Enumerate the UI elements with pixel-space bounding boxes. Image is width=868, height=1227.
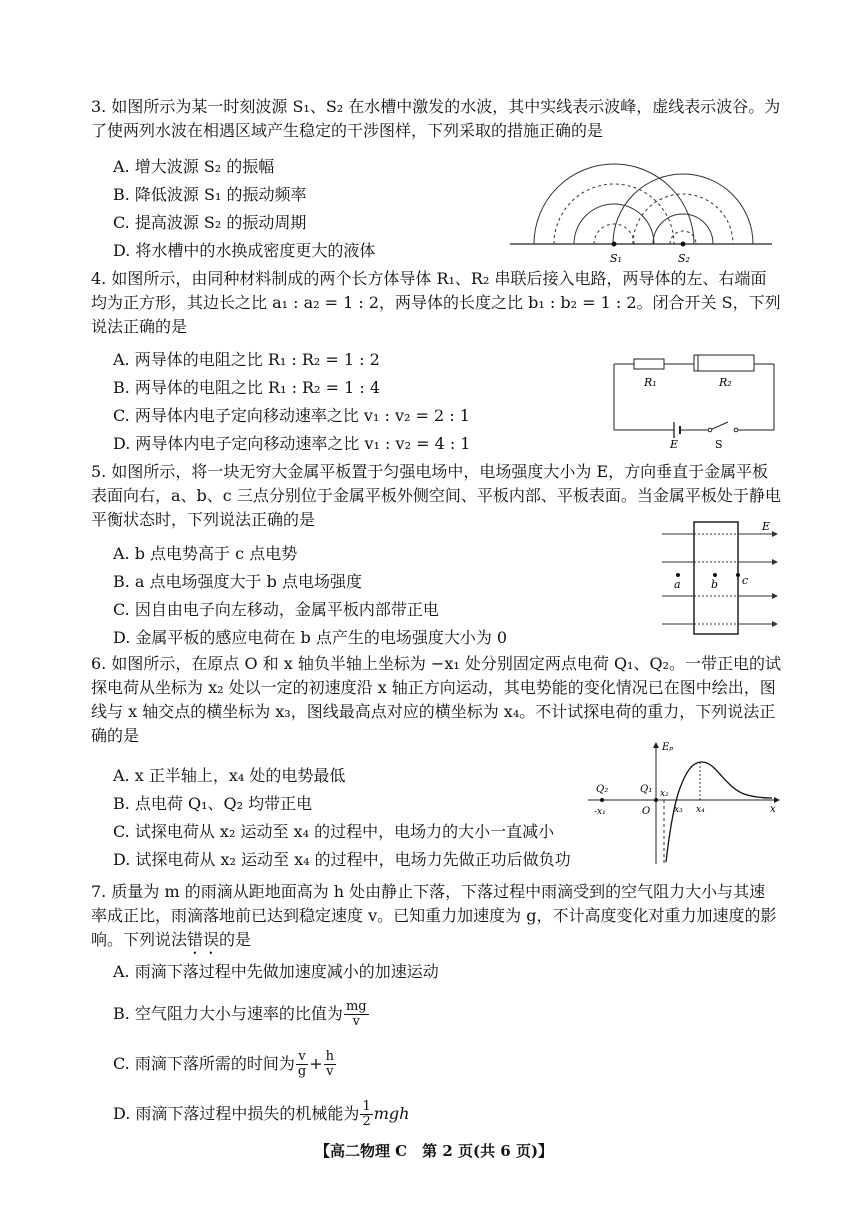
q3-label-s1: S₁ — [610, 252, 622, 265]
page-footer: 【高二物理 C 第 2 页(共 6 页)】 — [314, 1142, 554, 1160]
q6-label-q1: Q₁ — [640, 784, 653, 795]
q6-label-x4: x₄ — [696, 805, 705, 815]
q7-c2-num: h — [325, 1049, 334, 1064]
q5-option-b: B. a 点电场强度大于 b 点电场强度 — [113, 572, 362, 591]
q7-c1-num: v — [296, 1050, 308, 1065]
q4-label-r2: R₂ — [719, 376, 732, 389]
q6-option-d: D. 试探电荷从 x₂ 运动至 x₄ 的过程中，电场力先做正功后做负功 — [113, 850, 571, 869]
q7-c1-den: g — [297, 1064, 307, 1079]
q6-label-neg-x1: -x₁ — [594, 807, 606, 817]
q7-b-num: mg — [345, 999, 367, 1014]
q7-option-c-plus: + — [309, 1054, 323, 1073]
q6-label-ep: Eₚ — [662, 742, 674, 753]
q7-b-den: v — [352, 1014, 360, 1029]
q5-option-c: C. 因自由电子向左移动，金属平板内部带正电 — [113, 600, 439, 619]
q4-option-c: C. 两导体内电子定向移动速率之比 v₁ : v₂ = 2 : 1 — [113, 406, 470, 425]
q6-option-b: B. 点电荷 Q₁、Q₂ 均带正电 — [113, 794, 313, 813]
question-4-stem — [91, 267, 781, 343]
q3-stem-text: 3. 如图所示为某一时刻波源 S₁、S₂ 在水槽中激发的水波，其中实线表示波峰，虚线表示波谷。为了使两列水波在相遇区域产生稳定的干涉图样，下列采取的措施正确的是 — [91, 97, 781, 140]
q4-stem-text: 4. 如图所示，由同种材料制成的两个长方体导体 R₁、R₂ 串联后接入电路，两导体的左、右端面均为正方形，其边长之比 a₁ : a₂ = 1 : 2，两导体的长度之比 b₁ : b₂ = 1 : 2。闭合开关 S，下列说法正确的是 — [91, 269, 781, 336]
q5-field-figure — [660, 520, 778, 640]
q7-stem-part2: 的是 — [219, 930, 252, 949]
q7-option-d-text: D. 雨滴下落过程中损失的机械能为 — [113, 1104, 360, 1123]
q4-option-a: A. 两导体的电阻之比 R₁ : R₂ = 1 : 2 — [113, 350, 380, 369]
q7-option-a: A. 雨滴下落过程中先做加速度减小的加速运动 — [113, 962, 439, 981]
q6-label-q2: Q₂ — [596, 784, 609, 795]
q6-label-x-axis: x — [770, 804, 776, 815]
q5-option-d: D. 金属平板的感应电荷在 b 点产生的电场强度大小为 0 — [113, 628, 508, 647]
q4-label-r1: R₁ — [644, 376, 657, 389]
q7-option-b — [113, 1000, 370, 1029]
q5-label-c: c — [742, 574, 749, 587]
q7-option-c-text: C. 雨滴下落所需的时间为 — [113, 1054, 295, 1073]
q7-option-b-text: B. 空气阻力大小与速率的比值为 — [113, 1004, 343, 1023]
q3-option-b: B. 降低波源 S₁ 的振动频率 — [113, 185, 307, 204]
q6-option-a: A. x 正半轴上，x₄ 处的电势最低 — [113, 766, 346, 785]
q7-option-c — [113, 1050, 337, 1079]
q5-label-b: b — [711, 578, 719, 591]
q7-option-c-fraction-2 — [324, 1050, 336, 1079]
q3-label-s2: S₂ — [678, 252, 690, 265]
q5-label-e: E — [762, 520, 771, 533]
q7-d-num: 1 — [362, 1099, 371, 1114]
q3-option-c: C. 提高波源 S₂ 的振动周期 — [113, 213, 307, 232]
q6-stem-text: 6. 如图所示，在原点 O 和 x 轴负半轴上坐标为 −x₁ 处分别固定两点电荷 Q₁、Q₂。一带正电的试探电荷从坐标为 x₂ 处以一定的初速度沿 x 轴正方向运动，其电势能的变化情况已在图中绘出，图线与 x 轴交点的横坐标为 x₃，图线最高点对应的横坐标为 x₄。不计试探电荷的重力，下列说法正确的是 — [91, 654, 782, 745]
q7-option-d-fraction — [360, 1100, 372, 1129]
q7-option-c-fraction-1 — [296, 1050, 308, 1079]
q3-wave-figure — [510, 138, 772, 270]
q6-option-c: C. 试探电荷从 x₂ 运动至 x₄ 的过程中，电场力的大小一直减小 — [113, 822, 555, 841]
q4-label-s: S — [715, 438, 723, 448]
q6-label-x2: x₂ — [660, 789, 669, 799]
q6-label-x3: x₃ — [674, 805, 683, 815]
q5-option-a: A. b 点电势高于 c 点电势 — [113, 544, 298, 563]
q5-label-a: a — [674, 578, 681, 591]
q7-d-den: 2 — [362, 1114, 371, 1129]
q6-potential-energy-figure — [584, 738, 782, 866]
q7-stem-part1: 7. 质量为 m 的雨滴从距地面高为 h 处由静止下落，下落过程中雨滴受到的空气阻力大小与其速率成正比，雨滴落地前已达到稳定速度 v。已知重力加速度为 g，不计高度变化对重力加速度的影响。下列说法 — [91, 882, 777, 949]
q7-option-d-tail: mgh — [373, 1104, 410, 1123]
q7-stem-emphasis: 错误 — [187, 930, 220, 949]
q4-option-b: B. 两导体的电阻之比 R₁ : R₂ = 1 : 4 — [113, 378, 381, 397]
q6-label-o: O — [642, 806, 651, 817]
question-7-stem — [91, 880, 781, 962]
q3-option-a: A. 增大波源 S₂ 的振幅 — [113, 157, 275, 176]
q4-option-d: D. 两导体内电子定向移动速率之比 v₁ : v₂ = 4 : 1 — [113, 434, 471, 453]
question-6-stem — [91, 652, 781, 752]
q3-option-d: D. 将水槽中的水换成密度更大的液体 — [113, 241, 376, 260]
q7-option-d — [113, 1100, 409, 1129]
q5-stem-text: 5. 如图所示，将一块无穷大金属平板置于匀强电场中，电场强度大小为 E，方向垂直于金属平板表面向右，a、b、c 三点分别位于金属平板外侧空间、平板内部、平板表面。当金属平板处于静电平衡状态时，下列说法正确的是 — [91, 462, 781, 529]
q4-label-e: E — [670, 438, 679, 448]
q7-option-b-fraction — [344, 1000, 369, 1029]
q7-c2-den: v — [326, 1064, 334, 1079]
q4-circuit-figure — [612, 352, 778, 448]
